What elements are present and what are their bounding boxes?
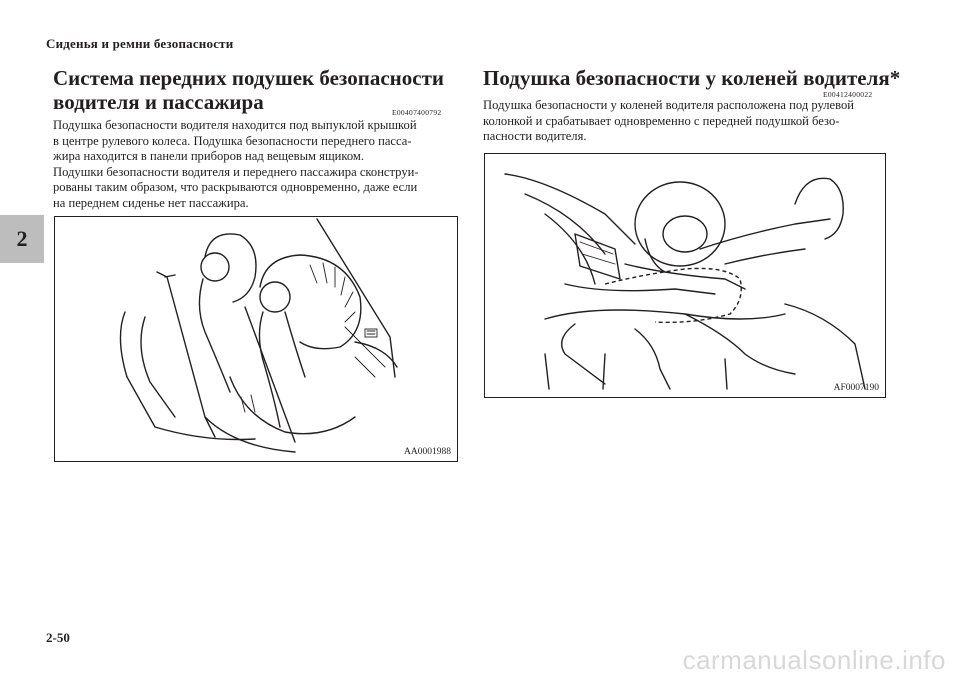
section-code: E00407400792: [392, 108, 442, 117]
section-code: E00412400022: [823, 90, 873, 99]
section-title-knee-airbag: Подушка безопасности у коленей водителя*: [483, 66, 901, 90]
knee-airbag-illustration: [484, 153, 886, 398]
section-title-front-airbags: [53, 66, 444, 114]
figure-label: AA0001988: [404, 447, 451, 457]
paragraph-line: пасности водителя.: [483, 129, 587, 144]
paragraph-line: рованы таким образом, что раскрываются одновременно, даже если: [53, 180, 418, 195]
paragraph-line: на переднем сиденье нет пассажира.: [53, 195, 249, 210]
paragraph-line: колонкой и срабатывает одновременно с передней подушкой безо-: [483, 113, 840, 128]
figure-label: AF0007190: [833, 383, 879, 393]
airbag-deployment-illustration: [54, 216, 458, 462]
page-number: 2-50: [46, 630, 70, 645]
paragraph-line: в центре рулевого колеса. Подушка безопасности переднего пасса-: [53, 133, 412, 148]
running-head: Сиденья и ремни безопасности: [46, 36, 234, 51]
section-paragraph: [483, 98, 893, 145]
paragraph-line: жира находится в панели приборов над вещевым ящиком.: [53, 149, 365, 164]
section-title-line-2: водителя и пассажира: [53, 90, 264, 114]
paragraph-line: Подушка безопасности водителя находится под выпуклой крышкой: [53, 118, 417, 132]
section-title-line-1: Система передних подушек безопасности: [53, 66, 444, 90]
chapter-number: 2: [16, 226, 28, 251]
section-paragraph: [53, 118, 458, 212]
paragraph-line: Подушка безопасности у коленей водителя расположена под рулевой: [483, 98, 855, 112]
airbag-deployment-drawing: [55, 217, 457, 461]
watermark: carmanualsonline.info: [682, 645, 946, 675]
knee-airbag-drawing: [485, 154, 885, 397]
chapter-tab: [0, 215, 44, 263]
paragraph-line: Подушки безопасности водителя и переднего пассажира сконструи-: [53, 164, 419, 179]
